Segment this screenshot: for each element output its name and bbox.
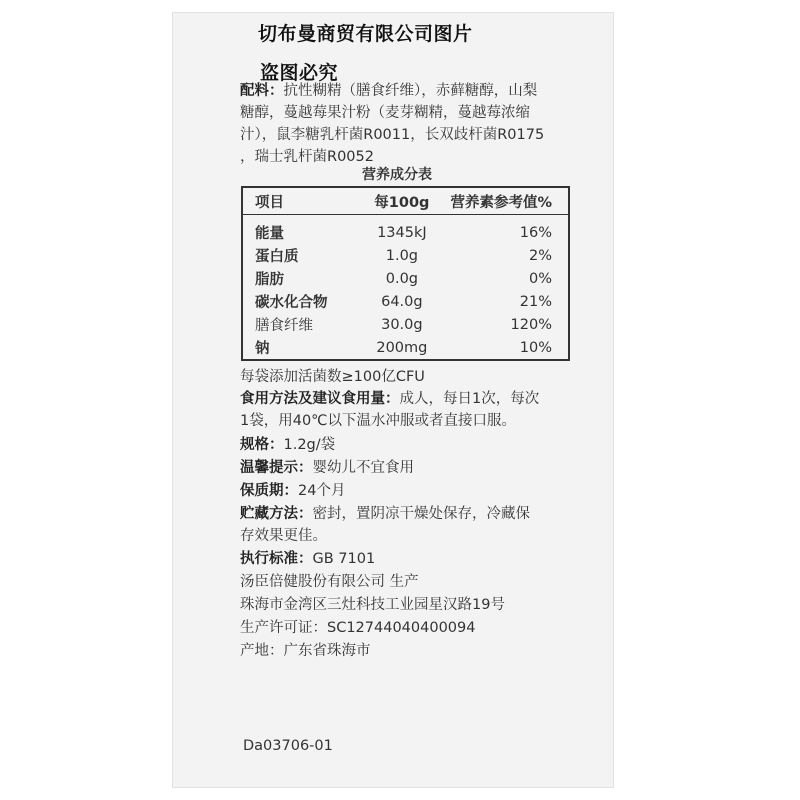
standard-line [240,548,375,570]
standard-label: 执行标准： [240,551,313,567]
warning-label: 温馨提示： [240,460,313,476]
row-nrv: 0% [528,270,552,287]
storage-line-1 [240,503,530,525]
ingredients-line-1 [240,80,537,102]
row-name: 能量 [255,226,284,242]
row-name: 蛋白质 [255,249,299,265]
product-code: Da03706-01 [243,738,333,754]
usage-line-1 [240,388,539,410]
row-name: 脂肪 [255,272,284,288]
warning-value: 婴幼儿不宜食用 [312,460,414,476]
table-row [242,267,569,290]
table-row [242,336,569,360]
watermark-line-1: 切布曼商贸有限公司图片 [258,23,473,45]
row-name: 膳食纤维 [255,318,313,334]
storage-line-2: 存效果更佳。 [240,528,327,544]
ingredients-label: 配料： [240,83,284,99]
row-amount: 0.0g [385,270,418,287]
header-item: 项目 [242,187,353,215]
ingredients-text-1: 抗性糊精（膳食纤维），赤藓糖醇，山梨 [283,83,538,99]
storage-text-1: 密封，置阴凉干燥处保存，冷藏保 [312,506,530,522]
ingredients-line-3: 汁），鼠李糖乳杆菌R0011，长双歧杆菌R0175 [240,127,545,143]
nutrition-title: 营养成分表 [362,167,432,183]
address-line: 珠海市金湾区三灶科技工业园星汉路19号 [240,597,505,613]
spec-label: 规格： [240,437,284,453]
license-line: 生产许可证：SC12744040400094 [240,620,476,636]
usage-line-2: 1袋，用40℃以下温水冲服或者直接口服。 [240,413,516,429]
row-nrv: 10% [519,339,552,356]
row-nrv: 2% [528,247,552,264]
nutrition-header-row [242,187,569,215]
table-row [242,290,569,313]
header-per100g: 每100g [353,187,450,215]
usage-label: 食用方法及建议食用量： [240,391,400,407]
shelf-life-line [240,480,345,502]
table-row [242,215,569,245]
spec-line [240,434,335,456]
table-row [242,244,569,267]
row-name: 钠 [255,341,270,357]
watermark-line-2: 盗图必究 [260,62,339,84]
manufacturer-line: 汤臣倍健股份有限公司 生产 [240,574,419,590]
row-nrv: 120% [510,316,552,333]
usage-text-1: 成人，每日1次，每次 [399,391,540,407]
nutrition-table [241,186,570,361]
header-nrv: 营养素参考值% [450,187,569,215]
standard-value: GB 7101 [312,551,376,567]
row-amount: 1.0g [385,247,418,264]
origin-line: 产地：广东省珠海市 [240,643,371,659]
row-nrv: 16% [519,224,552,241]
row-amount: 64.0g [381,293,423,310]
shelf-life-value: 24个月 [298,483,346,499]
spec-value: 1.2g/袋 [283,437,336,453]
cfu-text: 每袋添加活菌数≥100亿CFU [240,369,425,385]
row-amount: 30.0g [381,316,423,333]
row-amount: 200mg [376,339,428,356]
row-amount: 1345kJ [377,224,427,241]
warning-line [240,457,414,479]
ingredients-line-2: 糖醇，蔓越莓果汁粉（麦芽糊精，蔓越莓浓缩 [240,105,530,121]
table-row [242,313,569,336]
storage-label: 贮藏方法： [240,506,313,522]
ingredients-line-4: ，瑞士乳杆菌R0052 [240,149,374,165]
row-name: 碳水化合物 [255,295,328,311]
shelf-life-label: 保质期： [240,483,298,499]
row-nrv: 21% [519,293,552,310]
